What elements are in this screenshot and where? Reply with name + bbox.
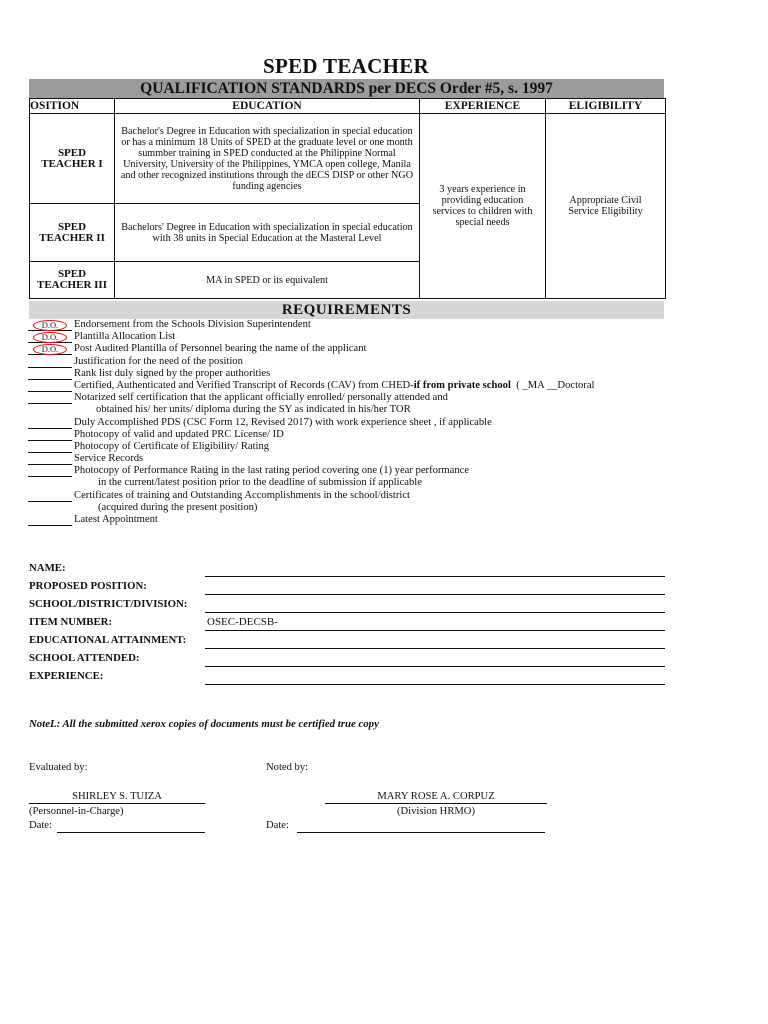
list-item: [28, 514, 688, 526]
column-header-education: EDUCATION: [115, 99, 420, 114]
position-line: TEACHER II: [39, 231, 105, 244]
experience-cell: [420, 114, 546, 299]
requirement-text-main: Certified, Authenticated and Verified Transcript of Records (CAV) from CHED-: [74, 379, 414, 391]
eligibility-cell: [546, 114, 666, 299]
list-item: [28, 465, 688, 477]
school-attended-field[interactable]: [205, 666, 665, 667]
noter-date-label: Date:: [266, 820, 289, 831]
requirement-text: Rank list duly signed by the proper authorities: [74, 367, 271, 379]
list-item: [28, 429, 688, 441]
requirement-text: Photocopy of Certificate of Eligibility/ Rating: [74, 440, 270, 452]
requirement-text: Photocopy of Performance Rating in the last rating period covering one (1) year performance: [74, 465, 470, 477]
experience-text: 3 years experience in providing education services to children with special needs: [432, 184, 533, 228]
do-mark: D.O.: [33, 344, 67, 355]
list-item-continuation: [28, 502, 688, 514]
column-header-position: OSITION: [30, 99, 115, 114]
info-row-item-number: [29, 615, 669, 633]
position-line: SPED: [57, 220, 87, 233]
position-line: SPED: [57, 268, 87, 280]
info-row-school-district-division: [29, 597, 669, 615]
list-item: [28, 380, 688, 392]
info-label: NAME:: [29, 562, 66, 574]
list-item: [28, 356, 688, 368]
position-cell: [30, 114, 115, 204]
list-item: [28, 490, 688, 502]
list-item: [28, 368, 688, 380]
educational-attainment-field[interactable]: [205, 648, 665, 649]
list-item: [28, 453, 688, 465]
evaluator-date-label: Date:: [29, 820, 52, 831]
note-text: NoteL: All the submitted xerox copies of documents must be certified true copy: [29, 718, 379, 730]
position-line: TEACHER I: [41, 157, 103, 170]
info-row-experience: [29, 669, 669, 687]
requirement-text: Certificates of training and Outstanding Accomplishments in the school/district: [74, 489, 410, 501]
check-blank[interactable]: [28, 525, 72, 526]
qualification-standards-header: QUALIFICATION STANDARDS per DECS Order #5, s. 1997: [29, 79, 664, 98]
do-mark: D.O.: [33, 320, 67, 331]
table-header-row: [30, 99, 666, 114]
info-label: ITEM NUMBER:: [29, 616, 113, 628]
info-label: PROPOSED POSITION:: [29, 580, 147, 592]
info-label: SCHOOL ATTENDED:: [29, 652, 140, 664]
info-row-school-attended: [29, 651, 669, 669]
education-cell: Bachelors' Degree in Education with specialization in special education with 38 units in Special Education at the Masteral Level: [115, 204, 420, 262]
info-label: SCHOOL/DISTRICT/DIVISION:: [29, 598, 188, 610]
position-cell: [30, 262, 115, 299]
requirement-text: Endorsement from the Schools Division Superintendent: [74, 319, 311, 330]
position-line: TEACHER III: [37, 279, 107, 291]
evaluator-title: (Personnel-in-Charge): [29, 806, 124, 817]
list-item: [28, 392, 688, 404]
requirement-text-bold: if from private school: [413, 379, 511, 391]
evaluator-name: SHIRLEY S. TUIZA: [72, 791, 162, 802]
requirement-continuation: (acquired during the present position): [98, 501, 258, 513]
info-row-name: [29, 561, 669, 579]
info-label: EDUCATIONAL ATTAINMENT:: [29, 634, 187, 646]
requirement-text: Post Audited Plantilla of Personnel bearing the name of the applicant: [74, 343, 367, 355]
school-district-division-field[interactable]: [205, 612, 665, 613]
requirement-text: [74, 380, 594, 392]
page-title: SPED TEACHER: [262, 54, 429, 78]
requirement-continuation: in the current/latest position prior to the deadline of submission if applicable: [98, 477, 422, 489]
qualification-standards-table: [29, 98, 666, 299]
position-cell: [30, 204, 115, 262]
list-item: [28, 343, 688, 355]
evaluator-date-field[interactable]: [57, 832, 205, 833]
table-row: [30, 114, 666, 204]
list-item: [28, 417, 688, 429]
noter-name: MARY ROSE A. CORPUZ: [377, 791, 495, 802]
position-line: SPED: [57, 146, 87, 159]
requirement-text: Notarized self certification that the applicant officially enrolled/ personally attended and: [74, 392, 448, 404]
info-row-educational-attainment: [29, 633, 669, 651]
requirement-text: Latest Appointment: [74, 514, 158, 525]
noter-signature-line[interactable]: [325, 803, 547, 804]
requirement-text-tail: ( _MA __Doctoral: [510, 379, 595, 391]
evaluated-by-label: Evaluated by:: [29, 762, 88, 773]
list-item: [28, 331, 688, 343]
info-row-proposed-position: [29, 579, 669, 597]
requirement-text: Justification for the need of the position: [74, 355, 243, 367]
requirement-text: Photocopy of valid and updated PRC License/ ID: [74, 428, 284, 440]
requirement-text: Plantilla Allocation List: [74, 331, 176, 343]
requirement-text: Duly Accomplished PDS (CSC Form 12, Revised 2017) with work experience sheet , if applicable: [74, 416, 492, 428]
list-item-continuation: [28, 404, 688, 416]
info-value: OSEC-DECSB-: [207, 616, 278, 628]
evaluator-signature-line[interactable]: [29, 803, 205, 804]
column-header-experience: EXPERIENCE: [420, 99, 546, 114]
name-field[interactable]: [205, 576, 665, 577]
eligibility-text: Appropriate Civil Service Eligibility: [568, 195, 643, 217]
item-number-field[interactable]: [205, 630, 665, 631]
requirement-text: Service Records: [74, 453, 144, 465]
info-label: EXPERIENCE:: [29, 670, 104, 682]
noter-title: (Division HRMO): [397, 806, 475, 817]
requirements-header: REQUIREMENTS: [29, 301, 664, 319]
do-mark: D.O.: [33, 332, 67, 343]
proposed-position-field[interactable]: [205, 594, 665, 595]
education-cell: Bachelor's Degree in Education with specialization in special education or has a minimum 18 Units of SPED at the graduate level or one month summber training in SPED conducted at the Philippine Normal University, University of the Philippines, YMCA open college, Manila and other recognized institutions through the dECS DISP or other NGO funding agencies: [115, 114, 420, 204]
requirement-continuation: obtained his/ her units/ diploma during the SY as indicated in his/her TOR: [96, 404, 411, 416]
column-header-eligibility: ELIGIBILITY: [546, 99, 666, 114]
requirements-list: [28, 319, 688, 526]
experience-field[interactable]: [205, 684, 665, 685]
noted-by-label: Noted by:: [266, 762, 309, 773]
noter-date-field[interactable]: [297, 832, 545, 833]
list-item: [28, 319, 688, 331]
education-cell: MA in SPED or its equivalent: [115, 262, 420, 299]
applicant-info: [29, 561, 669, 687]
list-item: [28, 441, 688, 453]
list-item-continuation: [28, 477, 688, 489]
